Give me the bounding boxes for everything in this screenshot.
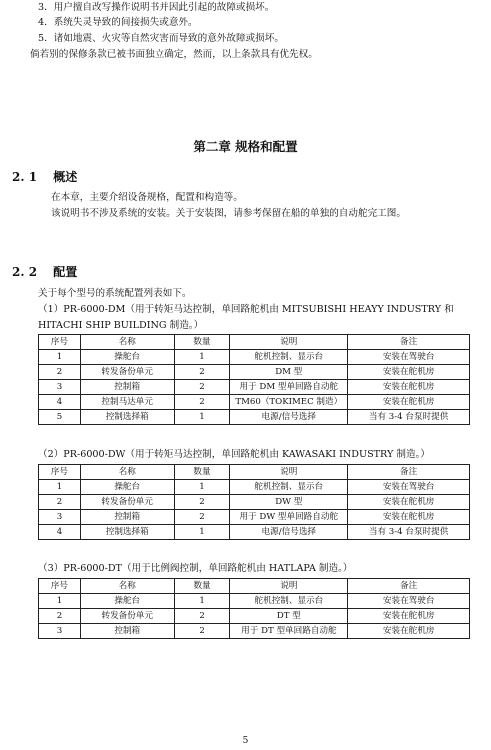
cell-description: 舵机控制、显示台 [230, 480, 348, 495]
cell-no: 3 [39, 380, 81, 395]
cell-description: 舵机控制、显示台 [230, 594, 348, 609]
cell-no: 4 [39, 525, 81, 540]
table-row [39, 609, 470, 624]
cell-remarks: 安装在舵机房 [348, 495, 470, 510]
section-number: 2. 1 [12, 170, 38, 184]
header-name: 名称 [80, 335, 174, 350]
table-row [39, 525, 470, 540]
header-name: 名称 [80, 465, 174, 480]
cell-description: 舵机控制、显示台 [230, 350, 348, 365]
header-qty: 数量 [174, 579, 230, 594]
cell-qty: 2 [174, 365, 230, 380]
cell-name: 控制箱 [80, 380, 174, 395]
table3-caption: （3）PR-6000-DT（用于比例阀控制，单回路舵机由 HATLAPA 制造。） [38, 563, 353, 574]
cell-no: 4 [39, 395, 81, 410]
config-table-dw [38, 464, 470, 540]
section-number: 2. 2 [12, 265, 38, 279]
cell-name: 转发备份单元 [80, 609, 174, 624]
table1-caption-line-2: HITACHI SHIP BUILDING 制造。） [38, 320, 204, 331]
cell-remarks: 当有 3-4 台泵时提供 [348, 525, 470, 540]
cell-qty: 2 [174, 380, 230, 395]
warranty-item-5: 5．诸如地震、火灾等自然灾害而导致的意外故障或损坏。 [38, 33, 284, 44]
cell-description: DM 型 [230, 365, 348, 380]
overview-line-1: 在本章，主要介绍设备规格，配置和构造等。 [51, 192, 243, 203]
config-table-dm [38, 334, 470, 425]
warranty-priority-note: 倘若别的保修条款已被书面独立确定，然而，以上条款具有优先权。 [30, 49, 318, 60]
cell-no: 2 [39, 495, 81, 510]
cell-remarks: 当有 3-4 台泵时提供 [348, 410, 470, 425]
cell-name: 操舵台 [80, 480, 174, 495]
cell-description: 用于 DM 型单回路自动舵 [230, 380, 348, 395]
cell-qty: 2 [174, 395, 230, 410]
cell-no: 3 [39, 624, 81, 639]
cell-no: 1 [39, 350, 81, 365]
cell-remarks: 安装在舵机房 [348, 624, 470, 639]
config-intro: 关于每个型号的系统配置列表如下。 [38, 288, 192, 299]
table-row [39, 495, 470, 510]
cell-name: 控制箱 [80, 510, 174, 525]
header-remarks: 备注 [348, 465, 470, 480]
warranty-item-3: 3．用户擅自改写操作说明书并因此引起的故障或损坏。 [38, 2, 275, 13]
cell-name: 操舵台 [80, 350, 174, 365]
section-heading-configuration [12, 263, 77, 280]
cell-remarks: 安装在驾驶台 [348, 480, 470, 495]
config-table-dt [38, 578, 470, 639]
cell-name: 控制箱 [80, 624, 174, 639]
table-row [39, 395, 470, 410]
cell-qty: 1 [174, 410, 230, 425]
cell-no: 2 [39, 365, 81, 380]
table-header-row [39, 335, 470, 350]
cell-name: 控制马达单元 [80, 395, 174, 410]
cell-qty: 1 [174, 525, 230, 540]
header-qty: 数量 [174, 465, 230, 480]
cell-remarks: 安装在舵机房 [348, 510, 470, 525]
cell-remarks: 安装在舵机房 [348, 380, 470, 395]
cell-no: 2 [39, 609, 81, 624]
cell-qty: 2 [174, 624, 230, 639]
cell-description: 电源/信号选择 [230, 410, 348, 425]
chapter-title: 第二章 规格和配置 [193, 139, 298, 154]
cell-description: DT 型 [230, 609, 348, 624]
header-no: 序号 [39, 465, 81, 480]
cell-qty: 1 [174, 480, 230, 495]
section-title: 配置 [53, 265, 78, 279]
warranty-item-4: 4．系统失灵导致的间接损失或意外。 [38, 17, 198, 28]
table2-caption: （2）PR-6000-DW（用于转矩马达控制，单回路舵机由 KAWASAKI INDUSTRY 制造。） [38, 449, 430, 460]
table-row [39, 380, 470, 395]
table-row [39, 480, 470, 495]
header-no: 序号 [39, 335, 81, 350]
table-row [39, 350, 470, 365]
table-row [39, 410, 470, 425]
table-row [39, 594, 470, 609]
cell-remarks: 安装在驾驶台 [348, 594, 470, 609]
cell-remarks: 安装在舵机房 [348, 365, 470, 380]
cell-qty: 2 [174, 510, 230, 525]
cell-qty: 1 [174, 594, 230, 609]
header-description: 说明 [230, 465, 348, 480]
header-remarks: 备注 [348, 579, 470, 594]
header-remarks: 备注 [348, 335, 470, 350]
cell-qty: 2 [174, 609, 230, 624]
cell-name: 转发备份单元 [80, 495, 174, 510]
cell-remarks: 安装在舵机房 [348, 609, 470, 624]
cell-no: 1 [39, 594, 81, 609]
header-qty: 数量 [174, 335, 230, 350]
cell-no: 1 [39, 480, 81, 495]
cell-description: DW 型 [230, 495, 348, 510]
table-row [39, 365, 470, 380]
cell-name: 控制选择箱 [80, 525, 174, 540]
section-title: 概述 [53, 170, 78, 184]
overview-line-2: 该说明书不涉及系统的安装。关于安装图，请参考保留在船的单独的自动舵完工图。 [51, 208, 406, 219]
table-row [39, 510, 470, 525]
header-description: 说明 [230, 335, 348, 350]
table-header-row [39, 465, 470, 480]
table1-caption-line-1: （1）PR-6000-DM（用于转矩马达控制，单回路舵机由 MITSUBISHI HEAYY INDUSTRY 和 [38, 304, 454, 315]
table-header-row [39, 579, 470, 594]
cell-description: 电源/信号选择 [230, 525, 348, 540]
cell-name: 转发备份单元 [80, 365, 174, 380]
header-description: 说明 [230, 579, 348, 594]
cell-description: TM60（TOKIMEC 制造） [230, 395, 348, 410]
header-no: 序号 [39, 579, 81, 594]
cell-qty: 2 [174, 495, 230, 510]
cell-remarks: 安装在舵机房 [348, 395, 470, 410]
cell-no: 3 [39, 510, 81, 525]
table-row [39, 624, 470, 639]
cell-qty: 1 [174, 350, 230, 365]
cell-no: 5 [39, 410, 81, 425]
cell-name: 控制选择箱 [80, 410, 174, 425]
section-heading-overview [12, 168, 77, 185]
cell-description: 用于 DW 型单回路自动舵 [230, 510, 348, 525]
page-number: 5 [242, 736, 249, 746]
cell-name: 操舵台 [80, 594, 174, 609]
header-name: 名称 [80, 579, 174, 594]
cell-description: 用于 DT 型单回路自动舵 [230, 624, 348, 639]
cell-remarks: 安装在驾驶台 [348, 350, 470, 365]
